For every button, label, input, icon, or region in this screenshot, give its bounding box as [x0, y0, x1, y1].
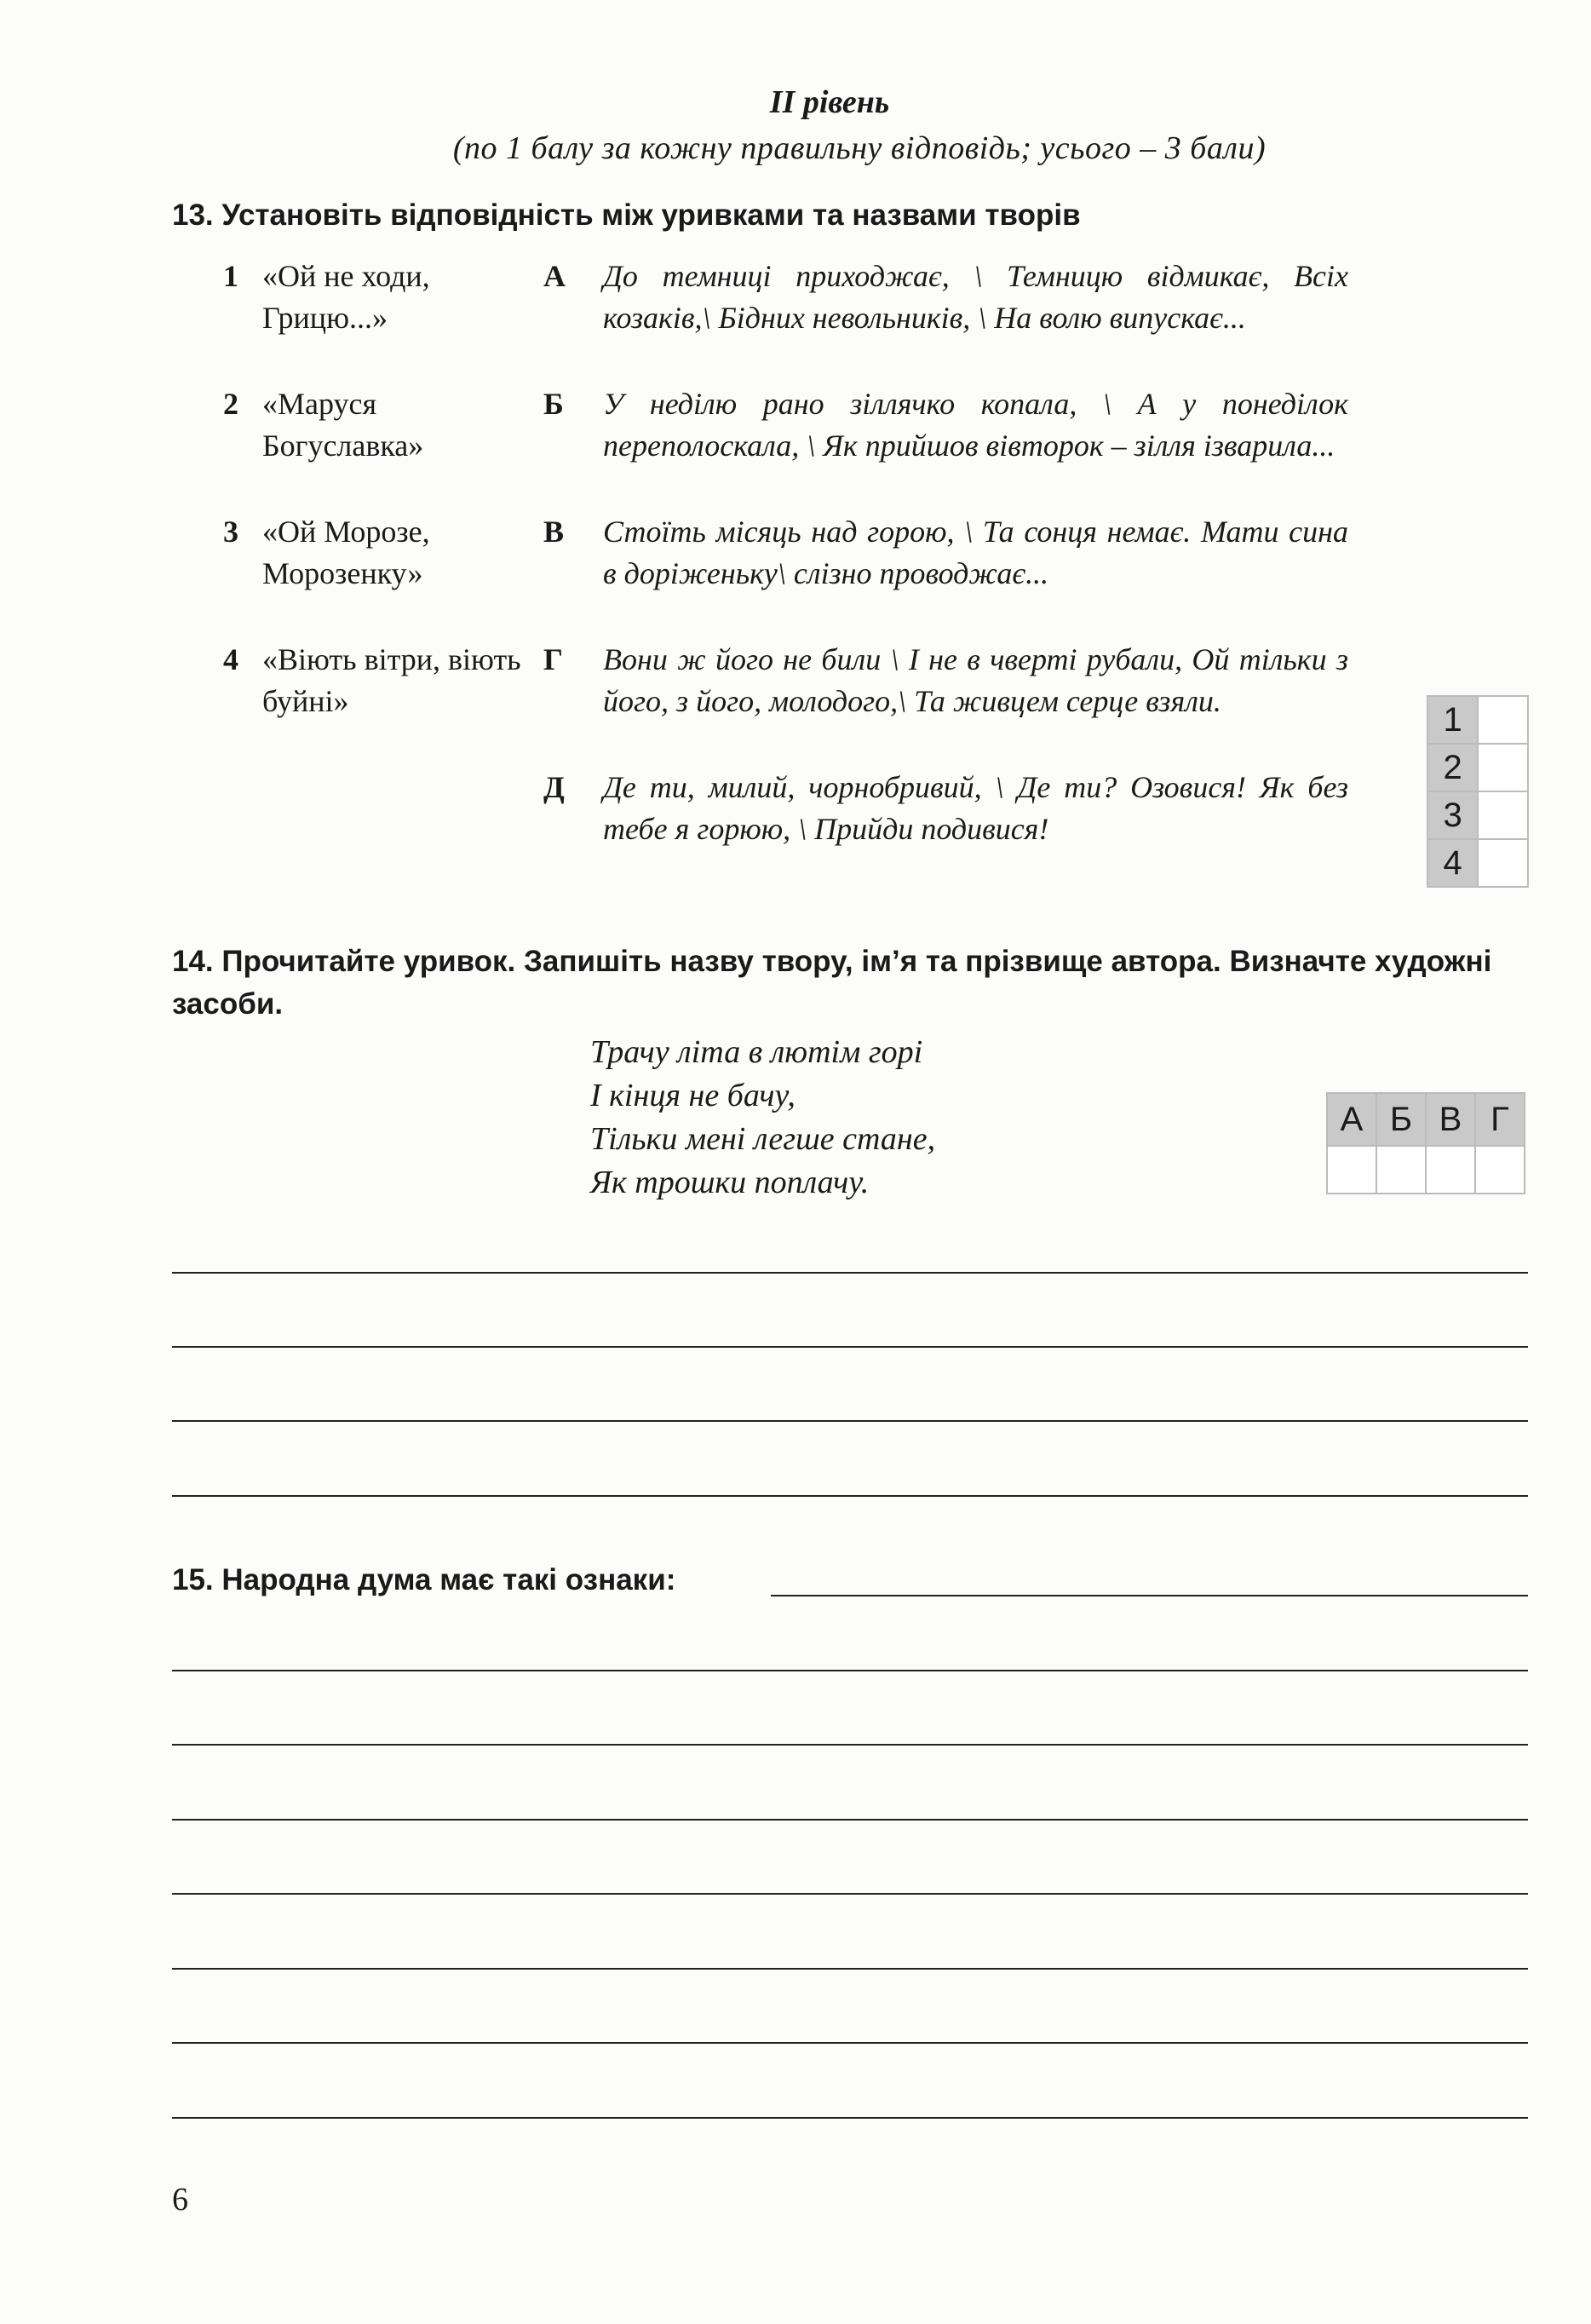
answer-line[interactable] [172, 2042, 1528, 2044]
option-letter: Б [543, 387, 564, 421]
answer-cell[interactable] [1475, 1146, 1525, 1194]
grid-col-label: А [1327, 1093, 1376, 1146]
answer-line[interactable] [172, 1670, 1528, 1671]
answer-line[interactable] [172, 1495, 1528, 1497]
answer-line[interactable] [172, 2117, 1528, 2119]
poem-line: Тільки мені легше стане, [590, 1121, 936, 1157]
item-number: 4 [223, 642, 238, 676]
answer-line[interactable] [771, 1595, 1528, 1596]
q13-row-1 [223, 256, 1348, 383]
option-letter: А [543, 259, 566, 293]
scoring-note: (по 1 балу за кожну правильну відповідь; усього – 3 бали) [452, 130, 1266, 166]
q14-heading: 14. Прочитайте уривок. Запишіть назву твору, ім’я та прізвище автора. Визначте художні засоби. [172, 945, 1492, 1021]
answer-cell[interactable] [1478, 744, 1528, 791]
answer-line[interactable] [172, 1819, 1528, 1821]
item-number [223, 767, 262, 895]
poem-line: Як трошки поплачу. [590, 1165, 870, 1200]
answer-line[interactable] [172, 1346, 1528, 1348]
grid-row-label: 4 [1427, 839, 1478, 887]
q13-answer-grid [1427, 695, 1529, 888]
page-number: 6 [172, 2182, 188, 2218]
answer-cell[interactable] [1478, 791, 1528, 839]
excerpt-text: Де ти, милий, чорнобривий, \ Де ти? Озовися! Як без тебе я горюю, \ Прийди подивися! [603, 770, 1348, 846]
answer-cell[interactable] [1478, 839, 1528, 887]
excerpt-text: У неділю рано зіллячко копала, \ А у понеділок переполоскала, \ Як прийшов вівторок – зілля ізварила... [603, 387, 1348, 463]
grid-col-label: Б [1376, 1093, 1426, 1146]
grid-row-label: 2 [1427, 744, 1478, 791]
q13-row-4 [223, 639, 1348, 767]
option-letter: Д [543, 770, 565, 804]
q13-row-3 [223, 511, 1348, 639]
grid-col-label: В [1426, 1093, 1475, 1146]
excerpt-text: Стоїть місяць над горою, \ Та сонця немає. Мати сина в доріженьку\ слізно проводжає... [603, 515, 1348, 590]
poem-line: Трачу літа в лютім горі [590, 1034, 923, 1070]
answer-cell[interactable] [1327, 1146, 1376, 1194]
q13-matching-list [223, 256, 1348, 895]
work-title: «Ой не ходи, Грицю...» [262, 259, 430, 335]
answer-line[interactable] [172, 1893, 1528, 1895]
q15-heading: 15. Народна дума має такі ознаки: [172, 1563, 676, 1596]
q13-heading: 13. Установіть відповідність між уривками та назвами творів [172, 198, 1081, 232]
work-title: «Маруся Богуславка» [262, 387, 424, 463]
item-number: 2 [223, 387, 238, 421]
excerpt-text: Вони ж його не били \ І не в чверті рубали, Ой тільки з його, з його, молодого,\ Та живцем серце взяли. [603, 642, 1348, 718]
level-title: II рівень [769, 84, 890, 120]
work-title [262, 767, 543, 895]
answer-line[interactable] [172, 1744, 1528, 1746]
q14-answer-grid [1326, 1092, 1525, 1194]
work-title: «Ой Морозе, Морозенку» [262, 515, 430, 590]
answer-line[interactable] [172, 1420, 1528, 1422]
grid-row-label: 3 [1427, 791, 1478, 839]
item-number: 3 [223, 515, 238, 549]
option-letter: В [543, 515, 565, 549]
grid-row-label: 1 [1427, 696, 1478, 744]
work-title: «Віють вітри, віють буйні» [262, 642, 521, 718]
grid-col-label: Г [1475, 1093, 1525, 1146]
option-letter: Г [543, 642, 563, 676]
answer-cell[interactable] [1426, 1146, 1475, 1194]
answer-line[interactable] [172, 1968, 1528, 1970]
answer-cell[interactable] [1478, 696, 1528, 744]
item-number: 1 [223, 259, 238, 293]
q13-row-2 [223, 383, 1348, 511]
poem-line: І кінця не бачу, [590, 1078, 796, 1113]
excerpt-text: До темниці приходжає, \ Темницю відмикає, Всіх козаків,\ Бідних невольників, \ На волю випускає... [603, 259, 1348, 335]
q13-row-5 [223, 767, 1348, 895]
answer-cell[interactable] [1376, 1146, 1426, 1194]
answer-line[interactable] [172, 1272, 1528, 1274]
poem-excerpt [590, 1031, 935, 1205]
